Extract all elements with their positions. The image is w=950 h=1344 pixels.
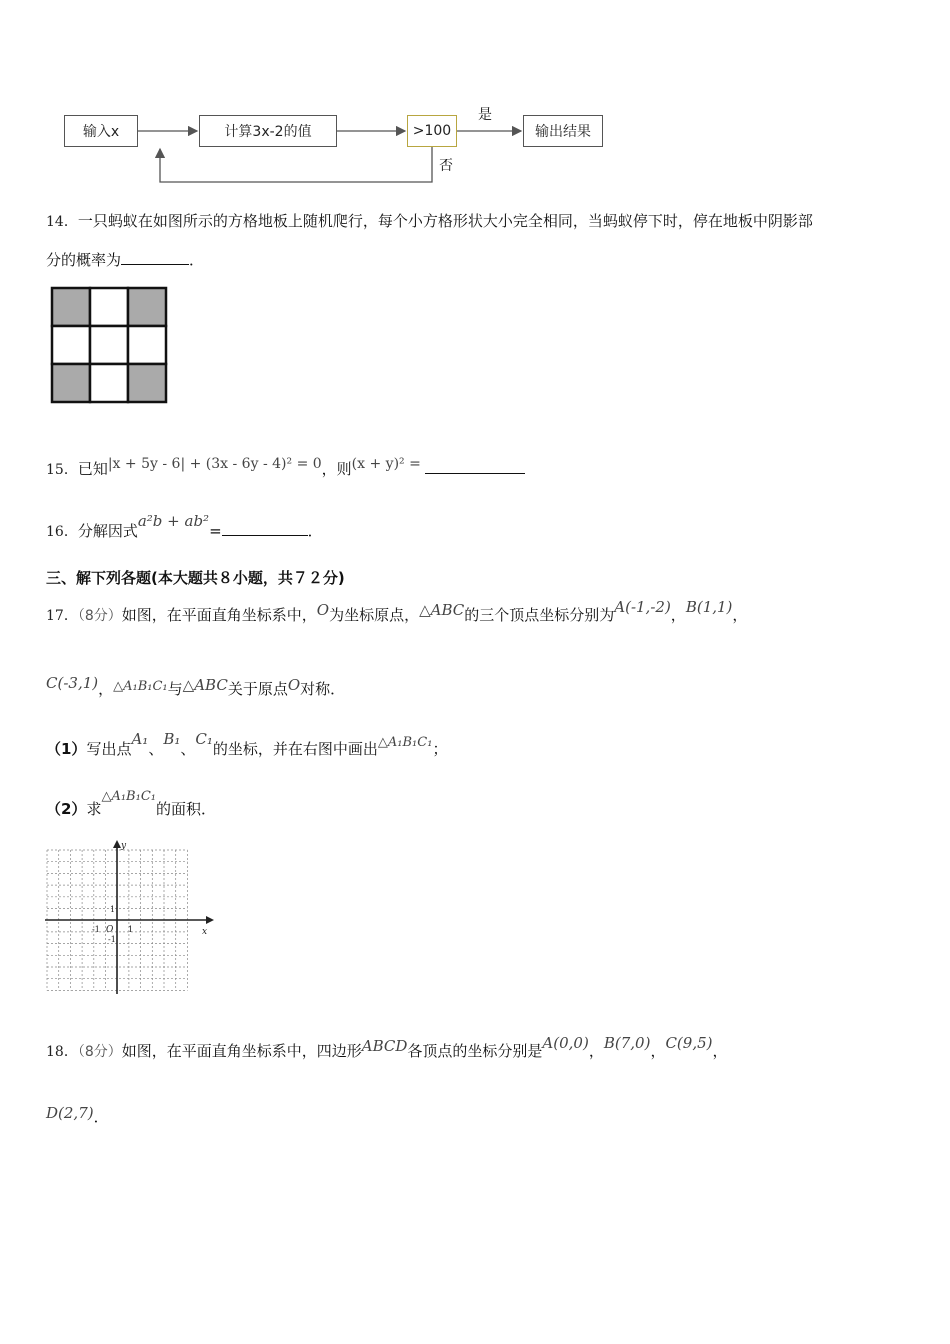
flow-loop-back [160, 147, 432, 182]
q17-B1: B₁ [163, 730, 181, 748]
q14-answer-blank[interactable] [121, 250, 189, 265]
q17-comma-3: ， [98, 680, 114, 698]
q18-comma-3: ， [712, 1042, 728, 1060]
q17-origin-O-2: O [287, 676, 301, 694]
q17-sub2-text-b: 的面积． [155, 800, 216, 818]
q15-expression: |x + 5y - 6| + (3x - 6y - 4)² = 0 [107, 456, 322, 472]
q17-A1: A₁ [131, 730, 149, 748]
q16-lead: 分解因式 [77, 522, 138, 540]
q15-expression-2: (x + y)² = [351, 456, 421, 472]
q18-comma-1: ， [588, 1042, 604, 1060]
q17-text-1b: 为坐标原点， [329, 606, 420, 624]
flow-output-label: 输出结果 [535, 124, 591, 140]
q17-comma-2: ， [732, 606, 748, 624]
q18-text-1a: 如图，在平面直角坐标系中，四边形 [121, 1042, 362, 1060]
section-3-title: 三、解下列各题(本大题共８小题，共７２分) [46, 569, 345, 587]
q18-points: （8分） [77, 1044, 122, 1060]
q18-quad-ABCD: ABCD [361, 1037, 408, 1055]
q16-answer-blank[interactable] [222, 521, 308, 536]
q17-text-1a: 如图，在平面直角坐标系中， [121, 606, 317, 624]
q14-text-line1: 一只蚂蚁在如图所示的方格地板上随机爬行，每个小方格形状大小完全相同，当蚂蚁停下时，停在地板中阴影部 [77, 212, 813, 230]
x-axis-label: x [202, 927, 208, 937]
shaded-tile [128, 288, 166, 326]
q18-point-D: D(2,7) [46, 1104, 94, 1122]
shaded-tile [52, 364, 90, 402]
q14-text-line2: 分的概率为 [46, 251, 122, 269]
x-axis-arrow [206, 916, 214, 924]
q17-symmetric-end: 对称． [300, 680, 346, 698]
shaded-tile [52, 288, 90, 326]
q14-tile-grid [50, 286, 168, 406]
y-axis-label: y [121, 841, 127, 851]
flow-condition-label: >100 [412, 123, 452, 139]
q17-coordinate-grid [40, 836, 220, 998]
q17-triangle-A1B1C1-3: △A₁B₁C₁ [101, 789, 156, 804]
q17-sub2-label: （2） [46, 800, 87, 818]
q17-sub1-text-b: 的坐标，并在右图中画出 [212, 740, 378, 758]
q17-point-A: A(-1,-2) [614, 598, 671, 616]
q17-triangle-ABC: △ABC [419, 601, 465, 619]
q17-with: 与 [167, 680, 183, 698]
flow-compute-label: 计算3x-2的值 [224, 124, 312, 140]
y-axis-arrow [113, 840, 121, 848]
q17-origin-O: O [316, 601, 330, 619]
tick-label-y-1: 1 [110, 905, 116, 914]
q17-point-B: B(1,1) [685, 598, 733, 616]
q18-text-1b: 各顶点的坐标分别是 [407, 1042, 543, 1060]
q17-points: （8分） [77, 608, 122, 624]
q18-number: 18． [46, 1044, 78, 1060]
white-tile [90, 288, 128, 326]
q17-point-C: C(-3,1) [46, 674, 99, 692]
q17-sub1-end: ； [432, 740, 448, 758]
origin-label: O [106, 925, 114, 935]
q17-text-1c: 的三个顶点坐标分别为 [464, 606, 615, 624]
flow-yes-label: 是 [478, 107, 492, 123]
q17-number: 17． [46, 608, 78, 624]
q18-end: ． [93, 1108, 109, 1126]
white-tile [90, 364, 128, 402]
q17-C1: C₁ [195, 730, 213, 748]
tick-label-x-neg1: -1 [92, 925, 100, 934]
q14-end: ． [189, 251, 205, 269]
flow-arrows [0, 0, 650, 200]
q18-comma-2: ， [650, 1042, 666, 1060]
question-15 [46, 458, 525, 479]
white-tile [90, 326, 128, 364]
q16-equals: = [209, 522, 222, 540]
q17-sub1-text-a: 写出点 [86, 740, 132, 758]
tick-label-y-neg1: -1 [108, 935, 116, 944]
q16-number: 16． [46, 524, 78, 540]
q18-point-C: C(9,5) [665, 1034, 713, 1052]
white-tile [52, 326, 90, 364]
q17-symmetric: 关于原点 [227, 680, 288, 698]
white-tile [128, 326, 166, 364]
q17-sep-1: 、 [148, 740, 164, 758]
tick-label-x-1: 1 [128, 925, 134, 934]
q15-lead: 已知 [77, 460, 108, 478]
q15-number: 15． [46, 462, 78, 478]
q17-triangle-ABC-2: △ABC [182, 676, 228, 694]
q15-answer-blank[interactable] [425, 459, 525, 474]
q17-comma-1: ， [670, 606, 686, 624]
q17-triangle-A1B1C1: △A₁B₁C₁ [113, 679, 168, 694]
flow-no-label: 否 [439, 158, 453, 174]
q17-triangle-A1B1C1-2: △A₁B₁C₁ [377, 735, 433, 750]
q16-expression: a²b + ab² [137, 512, 210, 530]
flow-input-label: 输入x [82, 124, 120, 140]
q16-end: ． [307, 522, 323, 540]
q17-sub2-text-a: 求 [86, 800, 102, 818]
q18-point-A: A(0,0) [542, 1034, 589, 1052]
q17-sep-2: 、 [180, 740, 196, 758]
q17-sub1-label: （1） [46, 740, 87, 758]
q15-mid: ，则 [321, 460, 352, 478]
q14-number: 14． [46, 214, 78, 230]
q18-point-B: B(7,0) [603, 1034, 651, 1052]
shaded-tile [128, 364, 166, 402]
question-16 [46, 512, 323, 541]
